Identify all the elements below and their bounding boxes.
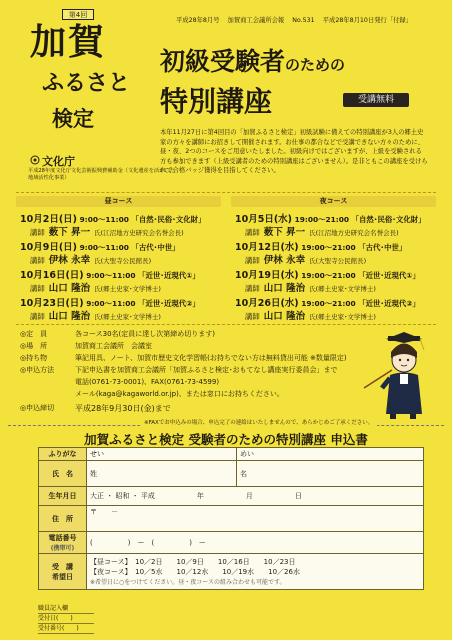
- session-time: 19:00～21:00: [301, 299, 356, 308]
- night-session-2: [235, 239, 406, 253]
- night-session-4-lecturer: [235, 308, 376, 322]
- intro-text: 本年11月27日に第4回目の「加賀ふるさと検定」初級試験に備えての特別講座が3人の郷土史家の方々を講師にお招きして開催されます。お仕事の都合などで受講できない方々のために、昼・夜、2つのコースをご用意いたしました。初級向けではございますが、上級を受験される方も参加できます（上級受講者のための特別講座はございません）。是非ともこの講座を受けられて合格バッジ獲得を目指してください。: [160, 129, 428, 175]
- bunkacho-icon: [30, 155, 40, 165]
- session-topic: 「古代･中世」: [131, 243, 180, 252]
- furigana-sei-field[interactable]: [87, 448, 237, 461]
- furigana-label: ふりがな: [39, 448, 87, 461]
- page-title-line2: 特別講座: [160, 85, 273, 118]
- day-session-3-lecturer: [20, 280, 161, 294]
- lecturer-affiliation: 氏(郷土史家･文学博士): [94, 313, 161, 321]
- info-label: ◎申込方法: [20, 366, 55, 374]
- lecturer-prefix: 講師: [30, 284, 45, 293]
- logo-kaga: 加賀: [30, 21, 107, 63]
- info-row: [20, 341, 152, 351]
- lecturer-name: 山口 隆治: [48, 311, 91, 322]
- office-label: 職員記入欄: [38, 604, 94, 614]
- lecturer-affiliation: 氏(江沼地方史研究会名誉会長): [309, 229, 399, 237]
- night-course-header: 夜コース: [231, 196, 436, 207]
- night-session-4: [235, 295, 420, 309]
- session-time: 9:00～11:00: [86, 299, 136, 308]
- info-row: [20, 403, 171, 413]
- lecturer-prefix: 講師: [245, 228, 260, 237]
- course-note: ※希望日に○をつけてください。昼・夜コースの組み合わせも可能です。: [90, 579, 286, 586]
- office-received-date[interactable]: 受付日( ): [38, 614, 94, 624]
- day-session-2-lecturer: [20, 252, 151, 266]
- surname-label: 姓: [90, 469, 97, 478]
- session-topic: 「近世･近現代①」: [358, 271, 420, 280]
- lecturer-affiliation: 氏(郷土史家･文学博士): [309, 285, 376, 293]
- session-time: 9:00～11:00: [86, 271, 136, 280]
- lecturer-name: 山口 隆治: [263, 311, 306, 322]
- session-topic: 「古代･中世」: [358, 243, 407, 252]
- lecturer-affiliation: 氏(大聖寺公民館長): [309, 257, 367, 265]
- logo-furusato: ふるさと: [42, 71, 131, 96]
- info-row: [20, 329, 216, 339]
- day-session-3: [20, 267, 200, 281]
- night-session-1: [235, 211, 426, 225]
- lecturer-name: 薮下 昇一: [48, 227, 91, 238]
- tel-field[interactable]: [87, 532, 424, 554]
- edition-badge: 第4回: [62, 9, 94, 20]
- lecturer-prefix: 講師: [245, 312, 260, 321]
- address-label: 住 所: [39, 506, 87, 532]
- info-label: ◎持ち物: [20, 354, 48, 362]
- office-receipt-number[interactable]: 受付番号( ): [38, 624, 94, 634]
- lecturer-name: 伊林 永幸: [48, 255, 91, 266]
- course-label-sub: 希望日: [52, 572, 73, 581]
- session-date: 10月19日(水): [235, 270, 299, 281]
- info-value: 各コース30名(定員に達し次第締め切ります): [75, 330, 216, 338]
- address-field[interactable]: [87, 506, 424, 532]
- session-topic: 「近世･近現代②」: [358, 299, 420, 308]
- lecturer-affiliation: 氏(郷土史家･文学博士): [94, 285, 161, 293]
- session-date: 10月16日(日): [20, 270, 84, 281]
- given-name-field[interactable]: [237, 461, 424, 487]
- logo-kentei: 検定: [52, 107, 94, 131]
- info-value: 加賀商工会議所 会議室: [75, 342, 152, 350]
- session-date: 10月9日(日): [20, 242, 78, 253]
- info-value: 電話(0761-73-0001)、FAX(0761-73-4599): [75, 378, 220, 386]
- session-topic: 「近世･近現代②」: [138, 299, 200, 308]
- night-session-1-lecturer: [235, 224, 399, 238]
- session-date: 10月12日(水): [235, 242, 299, 253]
- lecturer-prefix: 講師: [30, 312, 45, 321]
- lecturer-affiliation: 氏(大聖寺公民館長): [94, 257, 152, 265]
- info-label: ◎場 所: [20, 342, 48, 350]
- course-field[interactable]: [87, 554, 424, 590]
- title-main: 初級受験者: [160, 47, 286, 76]
- day-course-header: 昼コース: [16, 196, 221, 207]
- birth-template: 大正 ・ 昭和 ・ 平成 年 月 日: [90, 492, 302, 500]
- lecturer-name: 伊林 永幸: [263, 255, 306, 266]
- birth-label: 生年月日: [39, 487, 87, 506]
- surname-field[interactable]: [87, 461, 237, 487]
- night-course-options[interactable]: 【夜コース】 10／5水 10／12水 10／19水 10／26水: [90, 568, 300, 576]
- application-form: [38, 447, 424, 590]
- issue-date: 平成28年8月号: [176, 17, 220, 24]
- office-use: [38, 604, 94, 634]
- lecturer-prefix: 講師: [30, 256, 45, 265]
- info-value: メール(kaga@kagaworld.or.jp)、または窓口にお持ちください。: [75, 390, 284, 398]
- info-value: 下記申込書を加賀商工会議所「加賀ふるさと検定･おもてなし講座実行委員会」まで: [75, 366, 338, 374]
- mei-label: めい: [240, 450, 254, 458]
- bunkacho-label: 文化庁: [42, 155, 75, 168]
- night-session-2-lecturer: [235, 252, 366, 266]
- session-time: 19:00～21:00: [301, 243, 356, 252]
- sei-label: せい: [90, 450, 104, 458]
- info-row: [20, 389, 284, 398]
- session-topic: 「近世･近現代①」: [138, 271, 200, 280]
- page-title-line1: [160, 42, 345, 78]
- given-name-label: 名: [240, 469, 247, 478]
- session-topic: 「自然･民俗･文化財」: [351, 215, 426, 224]
- lecturer-prefix: 講師: [30, 228, 45, 237]
- night-session-3: [235, 267, 420, 281]
- day-session-4-lecturer: [20, 308, 161, 322]
- day-session-1-lecturer: [20, 224, 184, 238]
- lecturer-name: 山口 隆治: [48, 283, 91, 294]
- application-title: 加賀ふるさと検定 受験者のための特別講座 申込書: [84, 432, 368, 447]
- info-label: ◎申込締切: [20, 404, 55, 412]
- tel-label-main: 電話番号: [48, 534, 77, 542]
- tel-template: ( ) ー ( ) ー: [90, 538, 206, 547]
- issue-header: [176, 15, 418, 24]
- session-topic: 「自然･民俗･文化財」: [131, 215, 206, 224]
- furigana-mei-field[interactable]: [237, 448, 424, 461]
- session-time: 9:00～11:00: [79, 215, 129, 224]
- day-session-4: [20, 295, 200, 309]
- session-time: 19:00～21:00: [301, 271, 356, 280]
- tel-label-sub: (携帯可): [50, 545, 75, 552]
- grant-note: 平成28年度文化庁文化芸術振興費補助金（文化遺産を活かした地域活性化事業）: [28, 168, 175, 181]
- session-date: 10月23日(日): [20, 298, 84, 309]
- session-time: 9:00～11:00: [79, 243, 129, 252]
- birth-field[interactable]: [87, 487, 424, 506]
- info-label: ◎定 員: [20, 330, 48, 338]
- publisher: 加賀商工会議所会報: [227, 17, 285, 24]
- lecturer-name: 山口 隆治: [263, 283, 306, 294]
- title-suffix: のための: [285, 56, 346, 74]
- name-label: 氏 名: [39, 461, 87, 487]
- info-value: 筆記用具、ノート、加賀市歴史文化学習帳(お持ちでない方は無料貸出可能 ※数量限定): [75, 354, 347, 362]
- day-session-1: [20, 211, 205, 225]
- info-row: [20, 353, 347, 363]
- postal-template: 〒 －: [90, 508, 118, 516]
- fax-note: ※FAXでお申込みの場合、申込完了の連絡はいたしませんので、あらかじめご了承ください。: [140, 418, 377, 426]
- teacher-illustration: [360, 330, 438, 420]
- course-label-main: 受 講: [52, 562, 73, 571]
- info-row: [20, 365, 338, 375]
- session-time: 19:00～21:00: [294, 215, 350, 224]
- night-session-3-lecturer: [235, 280, 376, 294]
- day-session-2: [20, 239, 180, 253]
- info-value: 平成28年9月30日(金)まで: [75, 404, 171, 413]
- session-date: 10月5日(水): [235, 214, 293, 225]
- issue-number: No.531: [292, 17, 315, 24]
- issue-note: 平成28年8月10日発行「付録」: [322, 17, 413, 24]
- schedule: [16, 192, 436, 325]
- tel-label: [39, 532, 87, 554]
- lecturer-name: 薮下 昇一: [263, 227, 306, 238]
- lecturer-affiliation: 氏(江沼地方史研究会名誉会長): [94, 229, 184, 237]
- lecturer-prefix: 講師: [245, 284, 260, 293]
- session-date: 10月26日(水): [235, 298, 299, 309]
- lecturer-prefix: 講師: [245, 256, 260, 265]
- session-date: 10月2日(日): [20, 214, 78, 225]
- day-course-options[interactable]: 【昼コース】 10／2日 10／9日 10／16日 10／23日: [90, 558, 296, 566]
- info-row: [20, 377, 220, 386]
- free-badge: 受講無料: [343, 93, 409, 107]
- course-label: [39, 554, 87, 590]
- lecturer-affiliation: 氏(郷土史家･文学博士): [309, 313, 376, 321]
